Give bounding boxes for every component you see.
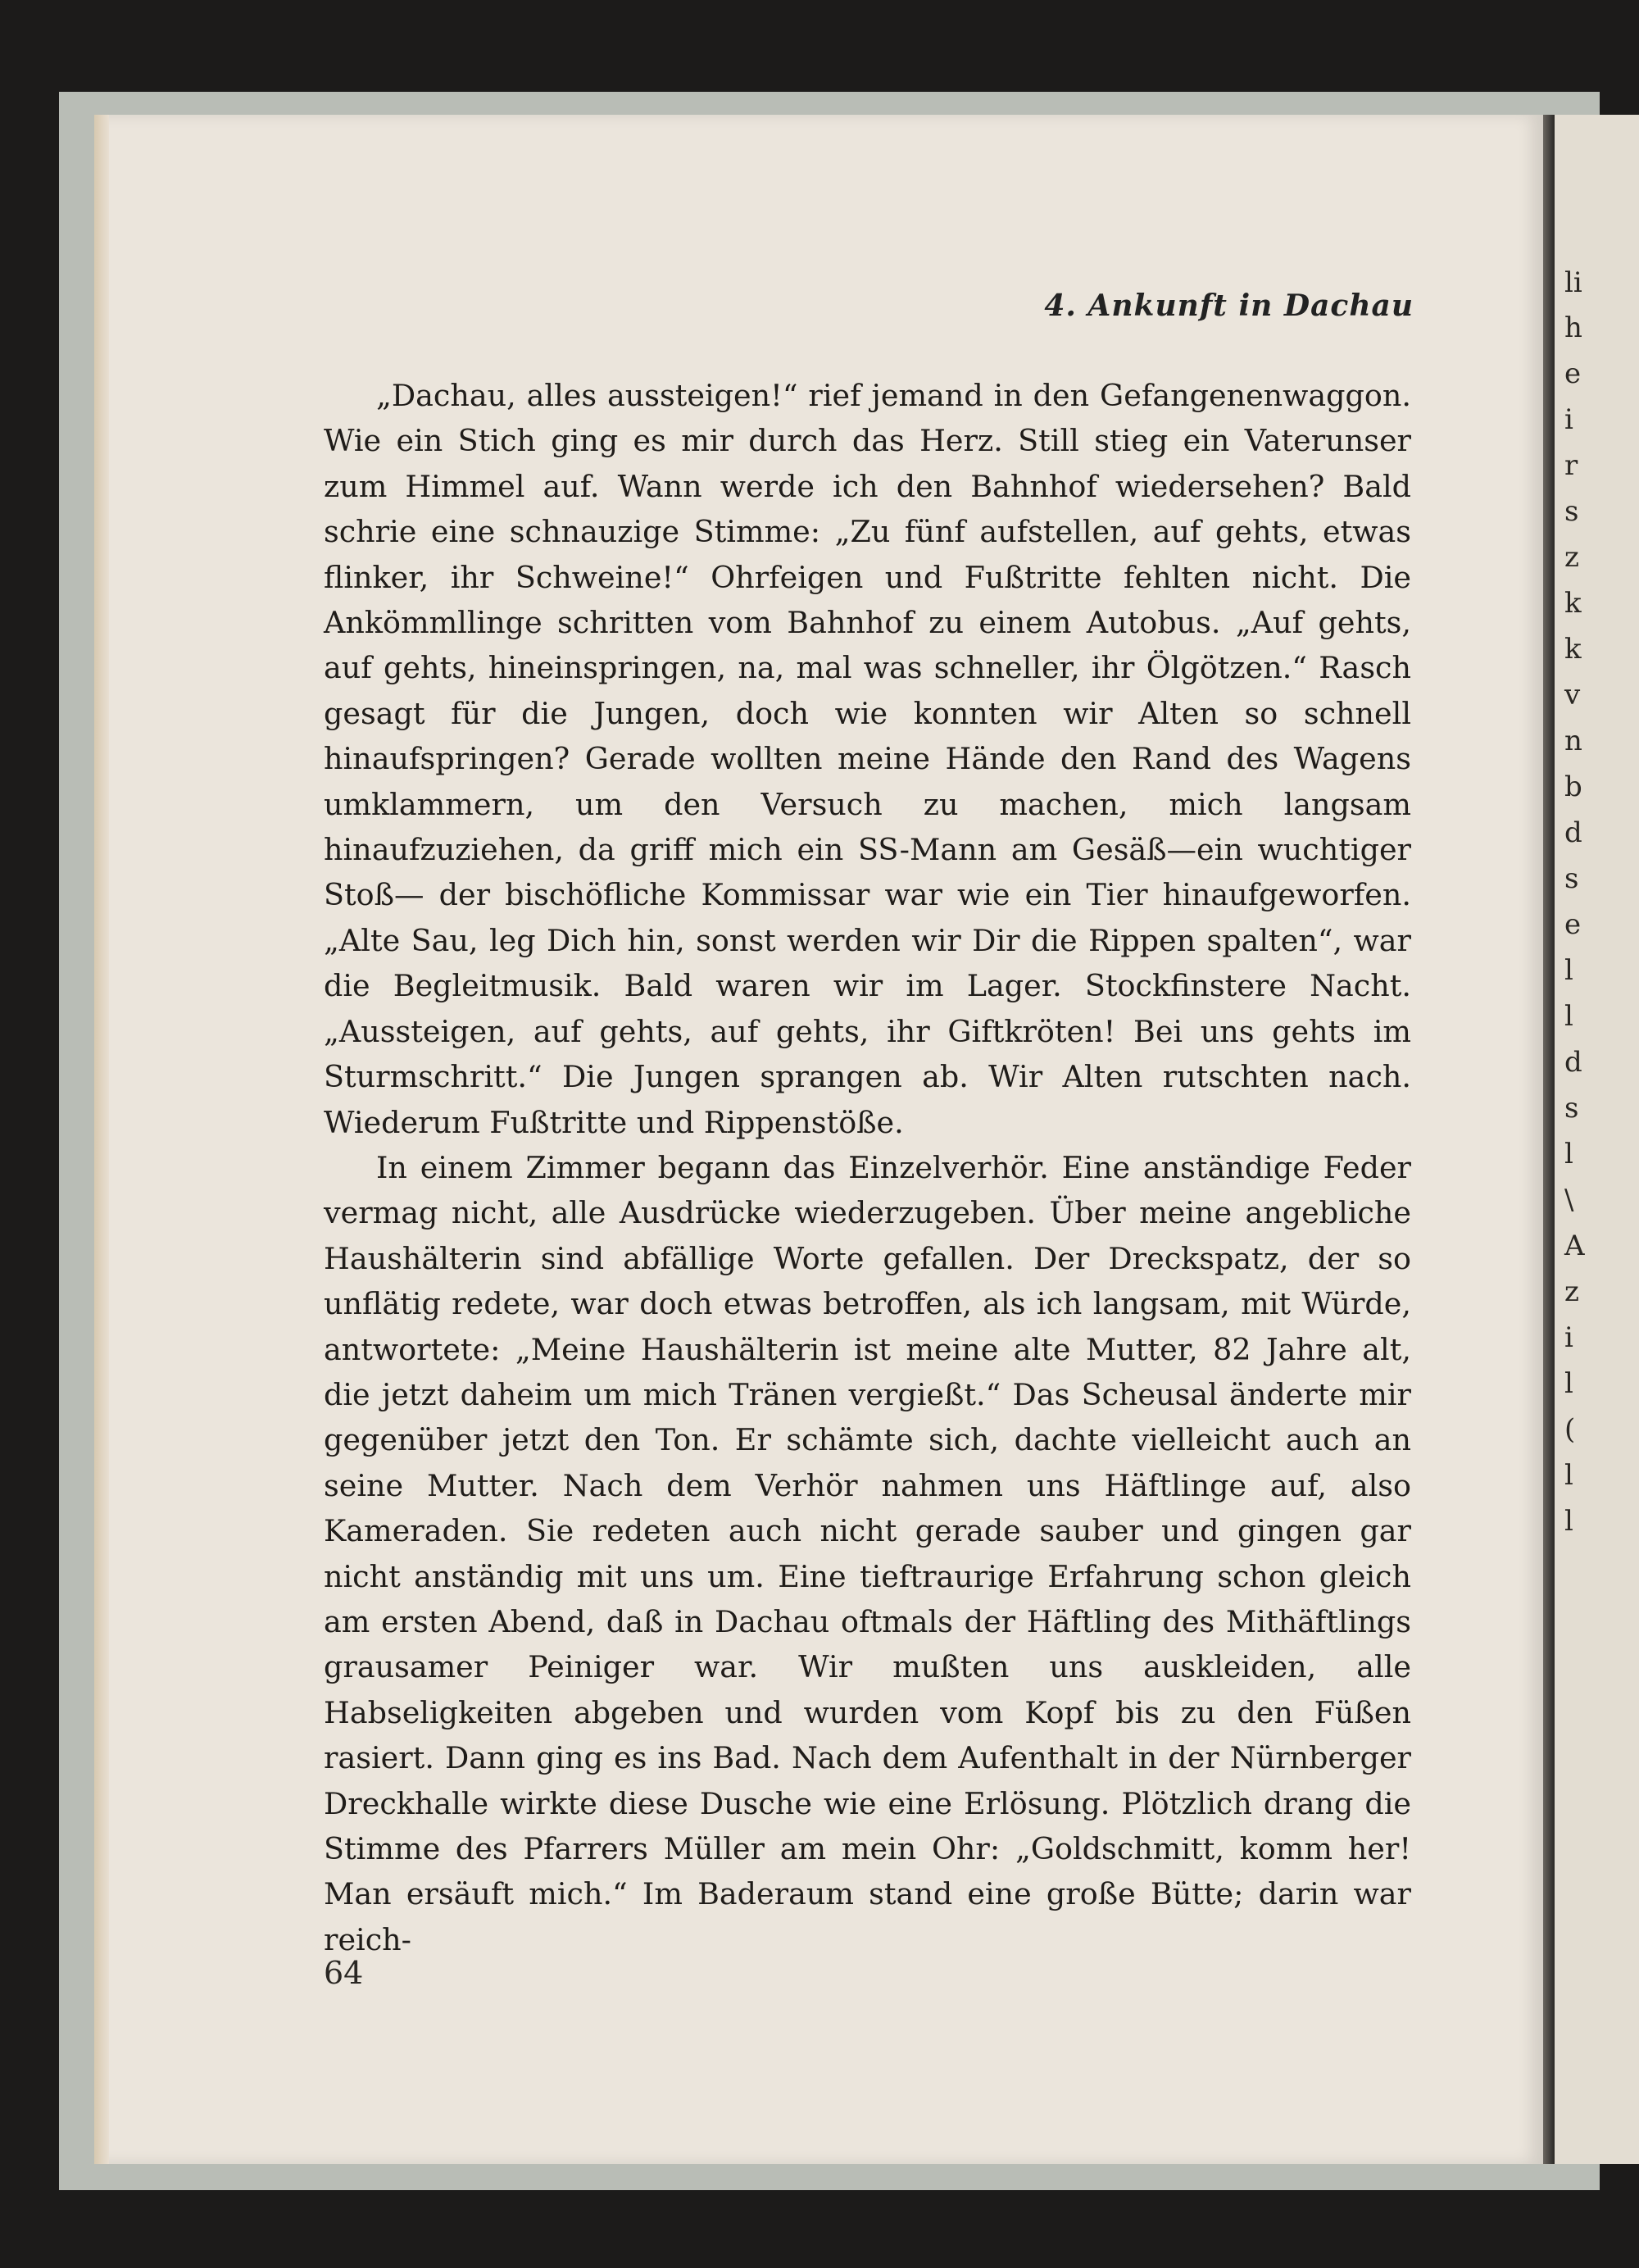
fragment-letter: z [1564,1275,1579,1308]
fragment-letter: li [1564,266,1582,299]
page-number: 64 [324,1955,364,1991]
page-edge [94,115,109,2164]
fragment-letter: r [1564,449,1578,482]
fragment-letter: l [1564,1505,1573,1538]
fragment-letter: s [1564,862,1579,895]
fragment-letter: h [1564,311,1582,344]
paragraph: In einem Zimmer begann das Einzelverhör. Eine anständige Feder vermag nicht, alle Ausdrücke wiederzugeben. Über meine angebliche Haushälterin sind abfällige Worte gefallen. Der Dreckspatz, der so unflätig redete, war doch etwas betroffen, als ich langsam, mit Würde, antwortete: „Meine Haushälterin ist meine alte Mutter, 82 Jahre alt, die jetzt daheim um mich Tränen vergießt.“ Das Scheusal änderte mir gegenüber jetzt den Ton. Er schämte sich, dachte vielleicht auch an seine Mutter. Nach dem Verhör nahmen uns Häftlinge auf, also Kameraden. Sie redeten auch nicht gerade sauber und gingen gar nicht anständig mit uns um. Eine tieftraurige Erfahrung schon gleich am ersten Abend, daß in Dachau oftmals der Häftling des Mithäftlings grausamer Peiniger war. Wir mußten uns auskleiden, alle Habseligkeiten abgeben und wurden vom Kopf bis zu den Füßen rasiert. Dann ging es ins Bad. Nach dem Aufenthalt in der Nürnberger Dreckhalle wirkte diese Dusche wie eine Erlösung. Plötzlich drang die Stimme des Pfarrers Müller am mein Ohr: „Goldschmitt, komm her! Man ersäuft mich.“ Im Baderaum stand eine große Bütte; darin war reich- [324,1149,1411,1957]
chapter-header: 4. Ankunft in Dachau [1044,289,1414,323]
fragment-letter: i [1564,1321,1573,1354]
fragment-letter: l [1564,1138,1573,1170]
fragment-letter: s [1564,495,1579,528]
fragment-letter: k [1564,587,1582,620]
fragment-letter: l [1564,954,1573,987]
fragment-letter: b [1564,770,1582,803]
fragment-letter: k [1564,633,1582,666]
fragment-letter: A [1564,1229,1585,1262]
fragment-letter: i [1564,403,1573,436]
body-text [324,373,1411,1962]
book-gutter [1543,115,1555,2164]
fragment-letter: d [1564,816,1582,849]
fragment-letter: \ [1564,1184,1574,1216]
fragment-letter: ( [1564,1413,1576,1446]
fragment-letter: d [1564,1046,1582,1079]
fragment-letter: z [1564,541,1579,574]
fragment-letter: e [1564,357,1582,390]
fragment-letter: v [1564,679,1581,711]
right-page-fragment [1555,115,1639,2164]
fragment-letter: n [1564,725,1582,757]
paragraph: „Dachau, alles aussteigen!“ rief jemand in den Gefangenenwaggon. Wie ein Stich ging es mir durch das Herz. Still stieg ein Vaterunser zum Himmel auf. Wann werde ich den Bahnhof wiedersehen? Bald schrie eine schnauzige Stimme: „Zu fünf aufstellen, auf gehts, etwas flinker, ihr Schweine!“ Ohrfeigen und Fußtritte fehlten nicht. Die Ankömmllinge schritten vom Bahnhof zu einem Autobus. „Auf gehts, auf gehts, hineinspringen, na, mal was schneller, ihr Ölgötzen.“ Rasch gesagt für die Jungen, doch wie konnten wir Alten so schnell hinaufspringen? Gerade wollten meine Hände den Rand des Wagens umklammern, um den Versuch zu machen, mich langsam hinaufzuziehen, da griff mich ein SS-Mann am Gesäß—ein wuchtiger Stoß— der bischöfliche Kommissar war wie ein Tier hinaufgeworfen. „Alte Sau, leg Dich hin, sonst werden wir Dir die Rippen spalten“, war die Begleitmusik. Bald waren wir im Lager. Stockfinstere Nacht. „Aussteigen, auf gehts, auf gehts, ihr Giftkröten! Bei uns gehts im Sturmschritt.“ Die Jungen sprangen ab. Wir Alten rutschten nach. Wiederum Fußtritte und Rippenstöße. [324,378,1411,1140]
fragment-letter: s [1564,1092,1579,1125]
fragment-letter: e [1564,908,1582,941]
fragment-letter: l [1564,1367,1573,1400]
fragment-letter: l [1564,1459,1573,1492]
fragment-letter: l [1564,1000,1573,1033]
